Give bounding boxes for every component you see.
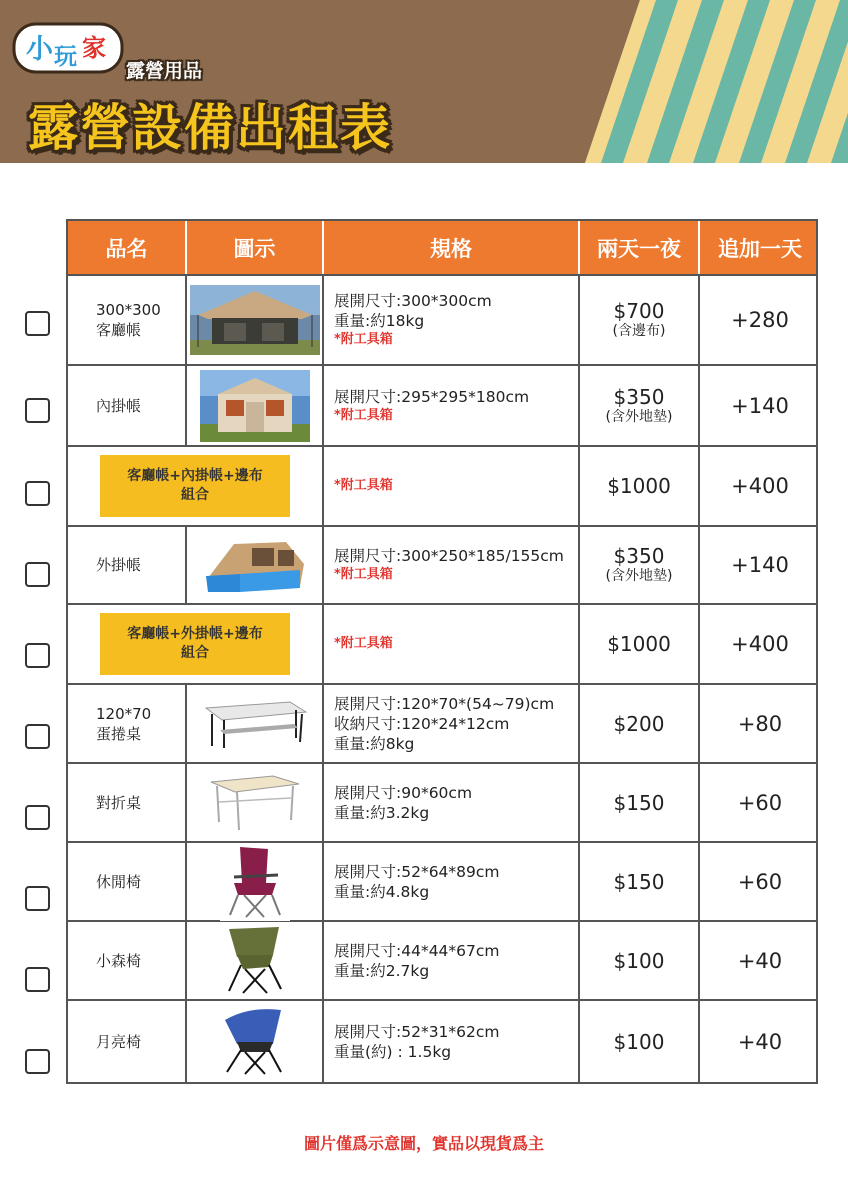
select-checkbox[interactable] bbox=[25, 724, 50, 749]
outer-tent-icon bbox=[187, 527, 324, 603]
table-header-row bbox=[68, 221, 816, 276]
moon-chair-icon bbox=[187, 1001, 324, 1082]
combo-cell bbox=[68, 447, 324, 525]
item-spec bbox=[324, 843, 580, 921]
two-day-price bbox=[580, 366, 700, 445]
item-name: 對折桌 bbox=[68, 764, 187, 841]
item-spec bbox=[324, 366, 580, 445]
spec-line: 展開尺寸:52*31*62cm bbox=[334, 1022, 500, 1041]
item-spec bbox=[324, 1001, 580, 1082]
spec-line: 重量:約2.7kg bbox=[334, 961, 430, 980]
price-value: $150 bbox=[613, 870, 665, 894]
inner-tent-icon bbox=[187, 366, 324, 445]
price-value: $100 bbox=[613, 1029, 665, 1054]
price-note: (含邊布) bbox=[612, 323, 666, 339]
table-row bbox=[68, 843, 816, 922]
extra-day-price: +60 bbox=[737, 870, 783, 894]
page-header bbox=[0, 0, 848, 163]
item-name: 120*70 蛋捲桌 bbox=[68, 685, 187, 762]
select-checkbox[interactable] bbox=[25, 886, 50, 911]
combo-label: 客廳帳+外掛帳+邊布 組合 bbox=[100, 613, 290, 675]
two-day-price bbox=[580, 685, 700, 762]
select-checkbox[interactable] bbox=[25, 967, 50, 992]
header-name: 品名 bbox=[68, 221, 187, 274]
item-spec bbox=[324, 527, 580, 603]
select-checkbox[interactable] bbox=[25, 311, 50, 336]
two-day-price bbox=[580, 1001, 700, 1082]
spec-line: 展開尺寸:300*250*185/155cm bbox=[334, 547, 564, 565]
toolbox-note: *附工具箱 bbox=[334, 567, 393, 582]
item-spec bbox=[324, 922, 580, 999]
item-spec bbox=[324, 276, 580, 364]
header-picture: 圖示 bbox=[187, 221, 324, 274]
two-day-price bbox=[580, 527, 700, 603]
spec-line: 重量:約18kg bbox=[334, 312, 425, 330]
header-spec: 規格 bbox=[324, 221, 580, 274]
item-name: 外掛帳 bbox=[68, 527, 187, 603]
select-checkbox[interactable] bbox=[25, 805, 50, 830]
item-spec bbox=[324, 685, 580, 762]
item-spec bbox=[324, 764, 580, 841]
two-day-price bbox=[580, 605, 700, 683]
page-title: 露營設備出租表 bbox=[28, 99, 392, 157]
extra-day-price: +40 bbox=[737, 1029, 783, 1054]
folding-table-icon bbox=[187, 764, 324, 841]
combo-label: 客廳帳+內掛帳+邊布 組合 bbox=[100, 455, 290, 517]
spec-line: 展開尺寸:90*60cm bbox=[334, 783, 473, 802]
logo-char-3: 家 bbox=[82, 34, 106, 62]
select-checkbox[interactable] bbox=[25, 1049, 50, 1074]
table-row bbox=[68, 685, 816, 764]
table-row bbox=[68, 922, 816, 1001]
spec-line: 重量(約) : 1.5kg bbox=[334, 1042, 452, 1061]
table-row bbox=[68, 1001, 816, 1082]
table-row bbox=[68, 527, 816, 605]
logo-badge bbox=[12, 22, 124, 74]
logo-char-1: 小 bbox=[26, 34, 53, 65]
rental-table bbox=[66, 219, 818, 1084]
spec-line: 展開尺寸:295*295*180cm bbox=[334, 387, 530, 406]
two-day-price bbox=[580, 843, 700, 921]
price-value: $100 bbox=[613, 948, 665, 973]
two-day-price bbox=[580, 764, 700, 841]
price-note: (含外地墊) bbox=[605, 568, 673, 584]
price-value: $700 bbox=[613, 299, 665, 323]
spec-line: 重量:約4.8kg bbox=[334, 883, 430, 901]
tent-canopy-icon bbox=[187, 276, 324, 364]
toolbox-note: *附工具箱 bbox=[334, 332, 393, 347]
toolbox-note: *附工具箱 bbox=[334, 636, 393, 651]
spec-line: 重量:約8kg bbox=[334, 734, 415, 753]
toolbox-note: *附工具箱 bbox=[334, 407, 393, 423]
item-name: 小森椅 bbox=[68, 922, 187, 999]
price-value: $200 bbox=[613, 711, 665, 736]
two-day-price bbox=[580, 276, 700, 364]
item-spec bbox=[324, 447, 580, 525]
extra-day-price: +140 bbox=[731, 393, 789, 418]
price-value: $150 bbox=[613, 790, 665, 815]
select-checkbox[interactable] bbox=[25, 643, 50, 668]
spec-line: 展開尺寸:300*300cm bbox=[334, 292, 492, 310]
combo-cell bbox=[68, 605, 324, 683]
price-value: $350 bbox=[613, 544, 665, 568]
table-row bbox=[68, 447, 816, 527]
spec-line: 展開尺寸:44*44*67cm bbox=[334, 941, 500, 960]
spec-line: 展開尺寸:120*70*(54~79)cm bbox=[334, 694, 555, 713]
roll-table-icon bbox=[187, 685, 324, 762]
price-value: $1000 bbox=[607, 632, 671, 656]
price-value: $350 bbox=[613, 384, 665, 409]
spec-line: 重量:約3.2kg bbox=[334, 803, 430, 822]
extra-day-price: +140 bbox=[731, 553, 789, 577]
select-checkbox[interactable] bbox=[25, 562, 50, 587]
toolbox-note: *附工具箱 bbox=[334, 478, 393, 493]
item-name: 300*300 客廳帳 bbox=[68, 276, 187, 364]
item-name: 月亮椅 bbox=[68, 1001, 187, 1082]
header-extra-day: 追加一天 bbox=[718, 236, 802, 261]
brand-subtitle: 露營用品 bbox=[126, 60, 203, 82]
spec-line: 收納尺寸:120*24*12cm bbox=[334, 714, 510, 733]
extra-day-price: +400 bbox=[731, 474, 789, 498]
extra-day-price: +280 bbox=[731, 308, 789, 332]
item-spec bbox=[324, 605, 580, 683]
two-day-price bbox=[580, 922, 700, 999]
footer-disclaimer: 圖片僅爲示意圖，實品以現貨爲主 bbox=[303, 1134, 544, 1153]
table-row bbox=[68, 366, 816, 447]
table-row bbox=[68, 276, 816, 366]
spec-line: 展開尺寸:52*64*89cm bbox=[334, 863, 500, 881]
extra-day-price: +40 bbox=[737, 948, 783, 973]
header-two-day-price: 兩天一夜 bbox=[580, 221, 700, 274]
logo-char-2: 玩 bbox=[54, 44, 77, 70]
price-value: $1000 bbox=[607, 474, 671, 498]
extra-day-price: +400 bbox=[731, 632, 789, 656]
two-day-price bbox=[580, 447, 700, 525]
select-checkbox[interactable] bbox=[25, 481, 50, 506]
extra-day-price: +60 bbox=[737, 790, 783, 815]
price-note: (含外地墊) bbox=[605, 408, 673, 425]
leisure-chair-icon bbox=[187, 843, 324, 921]
select-checkbox[interactable] bbox=[25, 398, 50, 423]
item-name: 內掛帳 bbox=[68, 366, 187, 445]
table-row bbox=[68, 764, 816, 843]
table-row bbox=[68, 605, 816, 685]
forest-chair-icon bbox=[187, 922, 324, 999]
item-name: 休閒椅 bbox=[68, 843, 187, 921]
extra-day-price: +80 bbox=[737, 711, 783, 736]
